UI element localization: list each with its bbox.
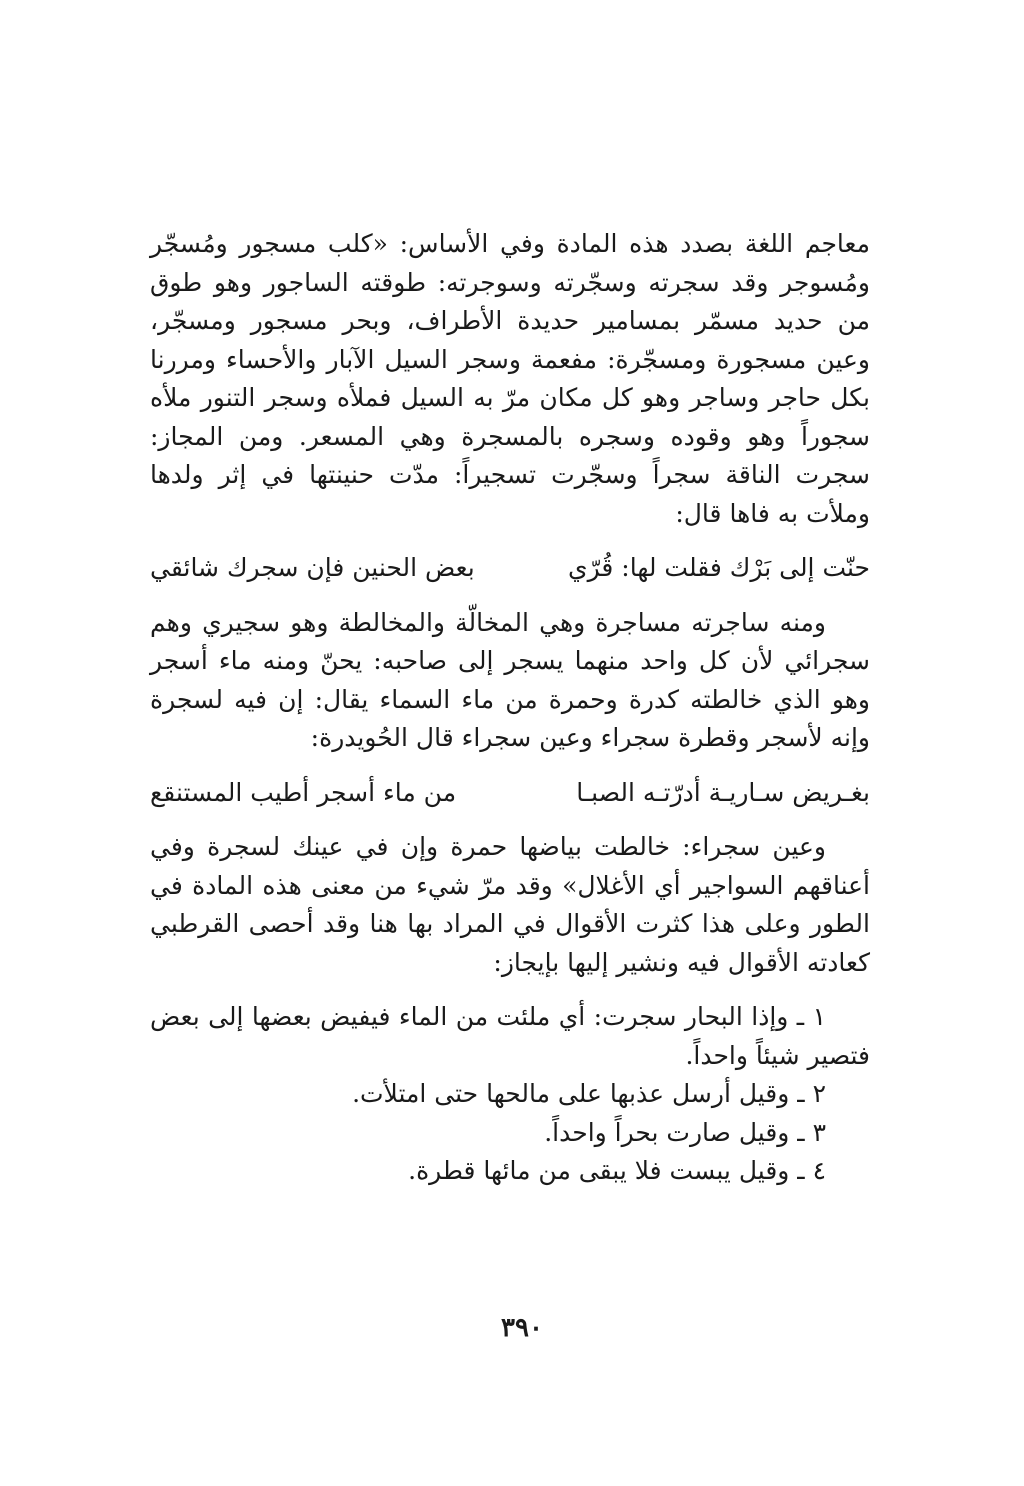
verse-2 bbox=[150, 774, 870, 813]
verse-2-first-hemistich: بغـريض سـاريـة أدرّتـه الصبـا bbox=[576, 777, 870, 807]
verse-1-second-hemistich: بعض الحنين فإن سجرك شائقي bbox=[150, 553, 475, 582]
page-body bbox=[150, 225, 870, 1191]
list-item-1: ١ ـ وإذا البحار سجرت: أي ملئت من الماء فيفيض بعضها إلى بعض فتصير شيئاً واحداً. bbox=[150, 1002, 870, 1070]
verse-2-second-hemistich: من ماء أسجر أطيب المستنقع bbox=[150, 777, 457, 807]
paragraph-3: وعين سجراء: خالطت بياضها حمرة وإن في عينك لسجرة وفي أعناقهم السواجير أي الأغلال» وقد مرّ شيء من معنى هذه المادة في الطور وعلى هذا كثرت الأقوال في المراد بها هنا وقد أحصى القرطبي كعادته الأقوال فيه ونشير إليها بإيجاز: bbox=[150, 832, 870, 977]
verse-1 bbox=[150, 549, 870, 588]
page-number: ٣٩٠ bbox=[501, 1313, 543, 1343]
list-item-4: ٤ ـ وقيل يبست فلا يبقى من مائها قطرة. bbox=[408, 1156, 826, 1185]
list-item-2: ٢ ـ وقيل أرسل عذبها على مالحها حتى امتلأت. bbox=[352, 1079, 826, 1108]
paragraph-2: ومنه ساجرته مساجرة وهي المخالّة والمخالطة وهو سجيري وهم سجرائي لأن كل واحد منهما يسجر إلى صاحبه: يحنّ ومنه ماء أسجر وهو الذي خالطته كدرة وحمرة من ماء السماء يقال: إن فيه لسجرة وإنه لأسجر وقطرة سجراء وعين سجراء قال الحُويدرة: bbox=[150, 607, 870, 752]
verse-1-first-hemistich: حنّت إلى بَرْك فقلت لها: قُرّي bbox=[568, 553, 870, 582]
list-item-3: ٣ ـ وقيل صارت بحراً واحداً. bbox=[544, 1117, 826, 1147]
paragraph-1: معاجم اللغة بصدد هذه المادة وفي الأساس: «كلب مسجور ومُسجّر ومُسوجر وقد سجرته وسجّرته وسوجرته: طوقته الساجور وهو طوق من حديد مسمّر بمسامير حديدة الأطراف، وبحر مسجور ومسجّر، وعين مسجورة ومسجّرة: مفعمة وسجر السيل الآبار والأحساء ومررنا بكل حاجر وساجر وهو كل مكان مرّ به السيل فملأه وسجر التنور ملأه سجوراً وهو وقوده وسجره بالمسجرة وهي المسعر. ومن المجاز: سجرت الناقة سجراً وسجّرت تسجيراً: مدّت حنينتها في إثر ولدها وملأت به فاها قال: bbox=[150, 229, 870, 528]
